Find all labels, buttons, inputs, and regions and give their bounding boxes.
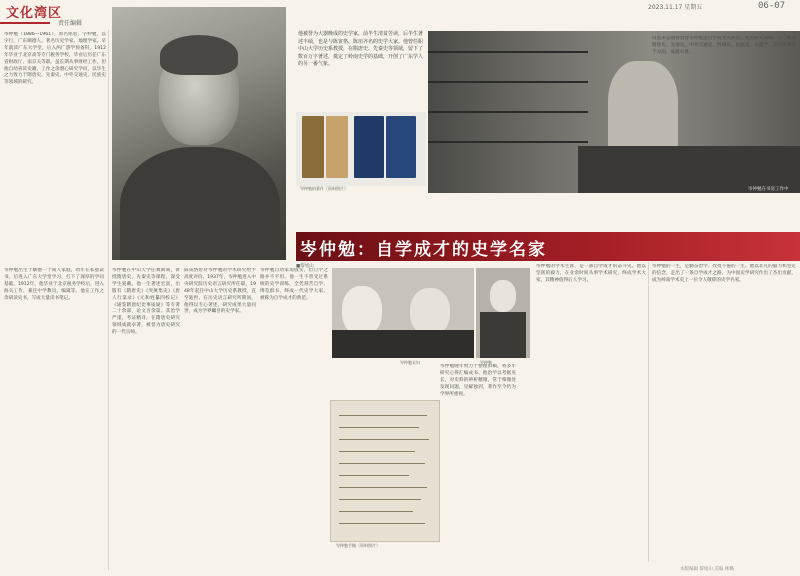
headline: 岑仲勉：自学成才的史学名家 (300, 240, 547, 260)
column-divider (108, 30, 109, 570)
single-photo (476, 268, 530, 358)
article-column-right-top: 周恩来总理曾赞誉岑仲勉是自学成才的典范。他的研究领域广泛，涉及隋唐史、先秦史、中外交通史、西域史、民族史、文献学、金石学等多个方面，成就卓著。 (652, 36, 796, 55)
masthead-rule (0, 22, 50, 24)
article-column-5: 岑仲勉晚年致力于整理旧稿，将多年研究心得汇编成书。他治学以考据见长，对史料的辨析精微，常于细微处发现问题，见解独到，著作至今仍为学界所重视。 (440, 364, 516, 397)
footer-credits: 本版编辑 黎旭山 美编 林璐 (680, 567, 734, 572)
section-title: 文化湾区 (6, 6, 63, 21)
byline: ■黎旭山 (296, 264, 314, 269)
article-column-2: 岑仲勉在中山大学任教期间，讲授隋唐史、先秦史等课程，深受学生爱戴。他一生著述宏富，出版有《隋唐史》《突厥集史》《唐人行第录》《元和姓纂四校记》《通鉴隋唐纪比事质疑》等专著二十余部，论文百余篇。其治学严谨，考证精详，在隋唐史研究领域成就卓著，被誉为唐史研究的一代宗师。 (112, 268, 180, 336)
article-column-left-bottom: 岑仲勉出生于顺德一个商人家庭，幼年在私塾读书，后进入广东大学堂学习，打下了深厚的学问基础。1912年，他毕业于北京税务学校后，进入海关工作，兼任中学教员、编辑等。他在工作之余研读史书，写成大量读书笔记。 (4, 268, 104, 301)
editor-label: 责任编辑 (58, 20, 83, 27)
books-photo (296, 112, 426, 186)
article-column-6: 岑仲勉的学术生涯，是一部自学成才的奋斗史。他以坚韧的毅力，在业余时间从事学术研究，终成学术大家，其精神值得后人学习。 (536, 264, 646, 283)
issue-date: 2023.11.17 星期五 (648, 4, 703, 11)
family-caption: 岑仲勉夫妇 (400, 360, 420, 365)
single-photo-caption: 岑仲勉 (480, 360, 492, 365)
family-photo (332, 268, 474, 358)
manuscript-caption: 岑仲勉手稿（资料图片） (336, 543, 380, 548)
portrait-photo (112, 7, 286, 260)
column-divider (648, 262, 649, 562)
page-number: 06-07 (758, 1, 786, 11)
article-column-left-top: 岑仲勉（1886—1961），原名铭恕，字仲勉，以字行，广东顺德人。著名历史学家、地理学家。早年就读广东大学堂，后入两广游学预备科，1912年毕业于北京高等专门税务学校。毕业后历任广东省财政厅、南京关等职。虽长期从事财经工作，但他自幼喜读史籍，工作之余潜心研究学问，以毕生之力致力于隋唐史、先秦史、中外交通史、民族史等领域的研究。 (4, 32, 106, 86)
article-column-3: 陈寅恪曾对岑仲勉的学术研究给予高度评价。1937年，岑仲勉进入中央研究院历史语言研究所任职，1948年起任中山大学历史系教授，直至逝世。在历史语言研究所期间，他得以专心著述，研究成果大量问世，成为学界瞩目的史学家。 (184, 268, 256, 315)
article-column-4: 岑仲勉自幼家境殷实，但自学之路并不平坦。他一生不曾受过系统的史学训练，全凭刻苦自学，博览群书，终成一代史学大家，被称为自学成才的典范。 (260, 268, 328, 301)
study-caption: 岑仲勉在书房工作中 (748, 187, 789, 192)
books-caption: 岑仲勉的著作（资料图片） (300, 186, 348, 191)
manuscript-photo (330, 400, 440, 542)
masthead (0, 0, 105, 30)
article-column-right-bottom: 岑仲勉的一生，是勤奋治学、孜孜不倦的一生。他以非凡的毅力和坚定的信念，走出了一条自学成才之路，为中国史学研究作出了杰出贡献，成为岭南学术史上一位令人敬仰的史学名家。 (652, 264, 796, 283)
intro-summary: 他被誉为大器晚成的史学家，前半生清贫苦读，后半生著述丰硕，也是与陈寅恪、陈垣齐名的史学大家。他曾任职中山大学历史系教授，在隋唐史、先秦史等领域，留下了数百万字著述，奠定了岭南史学的基础，开创了广东学人的另一番气象。 (298, 31, 424, 68)
